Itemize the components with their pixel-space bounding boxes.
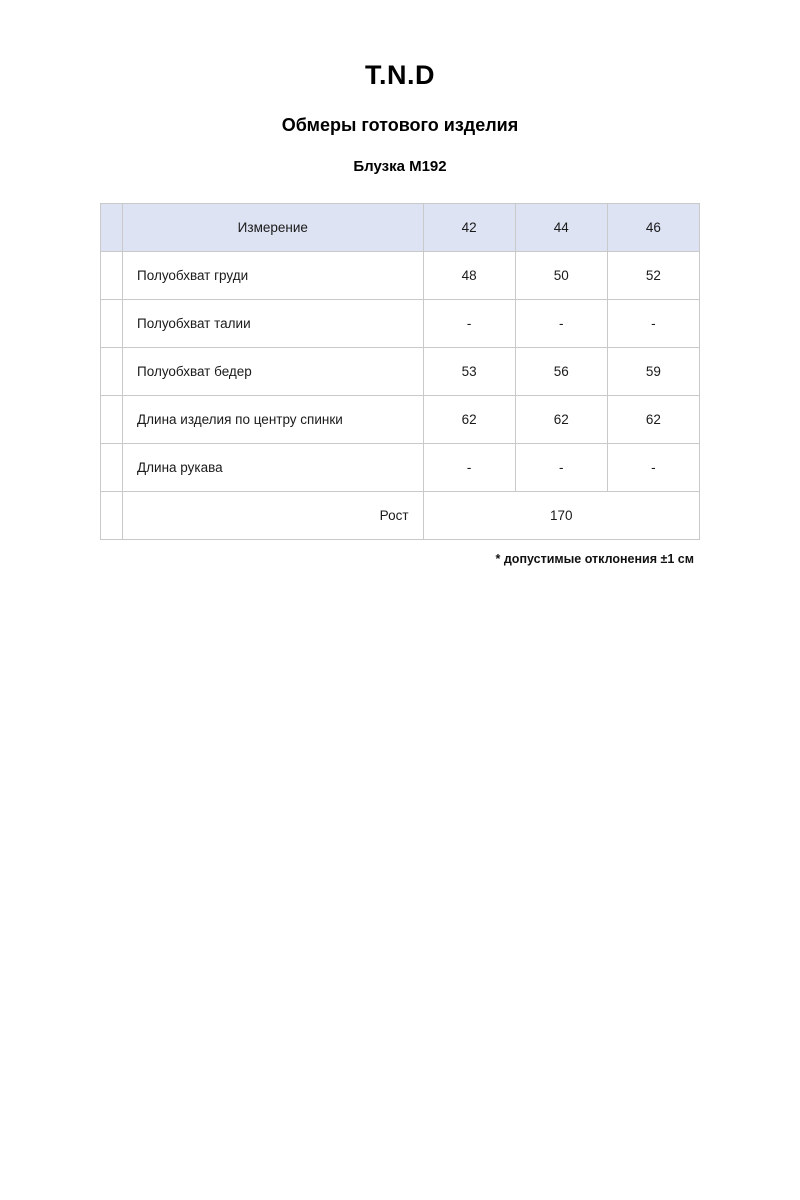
table-footer-row	[101, 492, 700, 540]
row-value-42: 62	[423, 396, 515, 444]
row-value-44: 50	[515, 252, 607, 300]
row-value-42: 48	[423, 252, 515, 300]
row-value-46: 52	[607, 252, 699, 300]
product-name: Блузка М192	[353, 158, 447, 175]
table-header-row	[101, 204, 700, 252]
row-value-46: 59	[607, 348, 699, 396]
measurements-table-wrapper	[100, 203, 700, 540]
row-spacer-cell	[101, 300, 123, 348]
header-size-44: 44	[515, 204, 607, 252]
row-label: Полуобхват груди	[123, 252, 424, 300]
row-spacer-cell	[101, 252, 123, 300]
table-row	[101, 300, 700, 348]
row-value-44: -	[515, 444, 607, 492]
row-value-46: -	[607, 444, 699, 492]
header-size-46: 46	[607, 204, 699, 252]
header-measure: Измерение	[123, 204, 424, 252]
brand-title: T.N.D	[365, 60, 435, 90]
row-label: Длина рукава	[123, 444, 424, 492]
measurements-table	[100, 203, 700, 540]
row-value-42: -	[423, 444, 515, 492]
row-spacer-cell	[101, 348, 123, 396]
row-value-44: 62	[515, 396, 607, 444]
row-value-46: 62	[607, 396, 699, 444]
row-value-42: -	[423, 300, 515, 348]
footer-value-height: 170	[423, 492, 699, 540]
row-spacer-cell	[101, 444, 123, 492]
table-row	[101, 444, 700, 492]
row-label: Длина изделия по центру спинки	[123, 396, 424, 444]
footer-label-height: Рост	[123, 492, 424, 540]
row-label: Полуобхват бедер	[123, 348, 424, 396]
table-row	[101, 348, 700, 396]
table-row	[101, 252, 700, 300]
table-row	[101, 396, 700, 444]
row-value-44: -	[515, 300, 607, 348]
row-value-42: 53	[423, 348, 515, 396]
row-spacer-cell	[101, 492, 123, 540]
row-value-46: -	[607, 300, 699, 348]
header-spacer-cell	[101, 204, 123, 252]
row-value-44: 56	[515, 348, 607, 396]
row-label: Полуобхват талии	[123, 300, 424, 348]
header-size-42: 42	[423, 204, 515, 252]
row-spacer-cell	[101, 396, 123, 444]
tolerance-note: * допустимые отклонения ±1 см	[495, 552, 694, 566]
document-subtitle: Обмеры готового изделия	[281, 115, 519, 135]
